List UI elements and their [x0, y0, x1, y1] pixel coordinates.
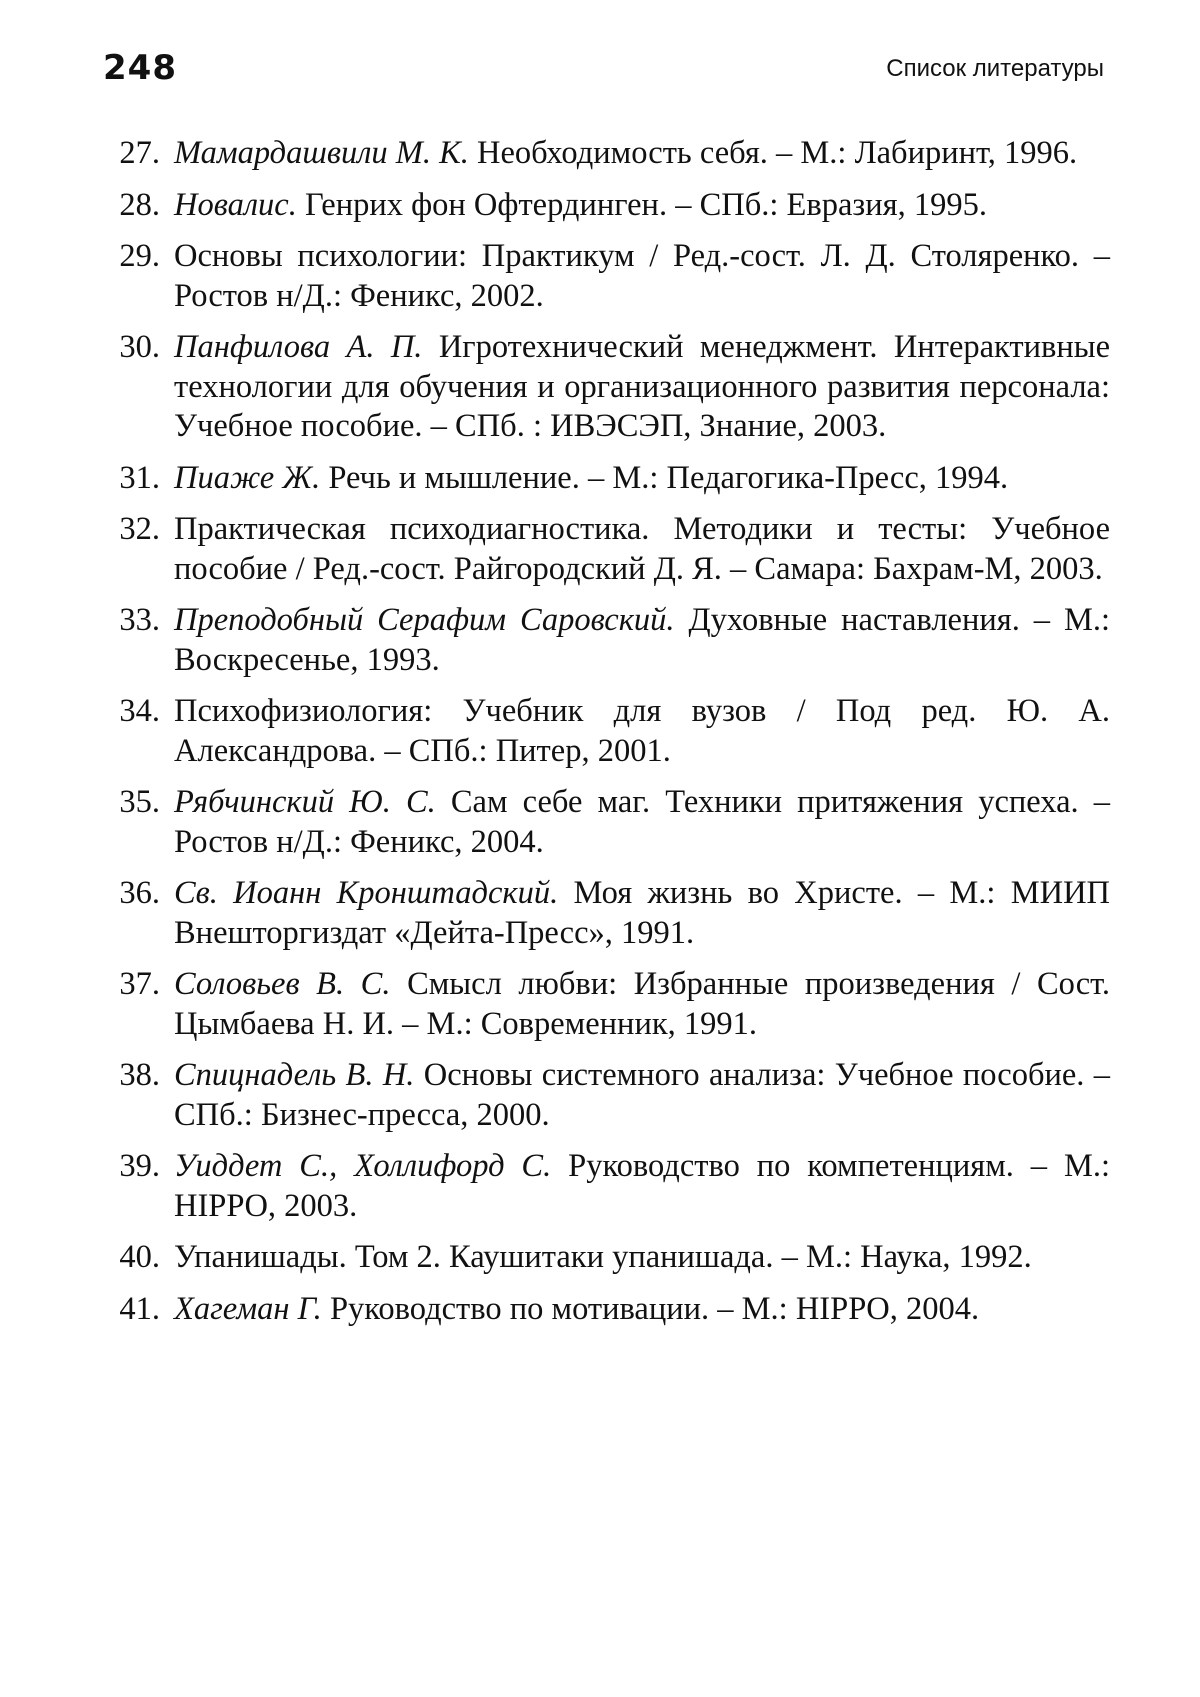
entry-text: Игротехнический менеджмент. Интерактивные технологии для обучения и организационного развития персонала: Учебное пособие. – СПб. : ИВЭСЭП, Знание, 2003.: [174, 329, 1110, 444]
bibliography-entry: [119, 1290, 1110, 1330]
entry-text: Смысл любви: Избранные произведения / Сост. Цымбаева Н. И. – М.: Современник, 1991.: [174, 966, 1110, 1042]
entry-number: 28.: [119, 186, 160, 223]
bibliography-entry: [119, 186, 1110, 226]
bibliography-entry: [119, 510, 1110, 589]
bibliography-entry: [119, 237, 1110, 316]
bibliography-entry: [119, 1056, 1111, 1135]
entry-text: Сам себе маг. Техники притяжения успеха. – Ростов н/Д.: Феникс, 2004.: [174, 784, 1110, 860]
entry-text: Духовные наставления. – М.: Воскресенье, 1993.: [174, 602, 1111, 678]
entry-text: Основы психологии: Практикум / Ред.-сост. Л. Д. Столяренко. – Ростов н/Д.: Феникс, 2002.: [174, 238, 1110, 314]
bibliography-entry: [119, 1147, 1111, 1226]
running-head: Список литературы: [886, 55, 1104, 82]
entry-text: Руководство по мотивации. – М.: HIPPO, 2004.: [329, 1290, 980, 1327]
page-number: 248: [103, 48, 177, 88]
entry-number: 41.: [119, 1290, 160, 1327]
entry-author: Соловьев В. С.: [174, 966, 391, 1002]
entry-number: 34.: [119, 693, 160, 729]
entry-text: Речь и мышление. – М.: Педагогика-Пресс, 1994.: [328, 459, 1009, 496]
entry-author: Пиаже Ж.: [174, 459, 321, 496]
bibliography-entry: [119, 459, 1110, 499]
bibliography-entry: [119, 692, 1110, 771]
entry-number: 27.: [119, 135, 160, 171]
entry-author: Уиддет С., Холлифорд С.: [174, 1148, 552, 1184]
entry-author: Мамардашвили М. К.: [174, 135, 469, 171]
entry-author: Панфилова А. П.: [174, 329, 423, 365]
entry-number: 33.: [119, 602, 160, 638]
entry-text: Практическая психодиагностика. Методики и тесты: Учебное пособие / Ред.-сост. Райгородский Д. Я. – Самара: Бахрам-М, 2003.: [174, 511, 1110, 587]
entry-text: Упанишады. Том 2. Каушитаки упанишада. – М.: Наука, 1992.: [174, 1239, 1032, 1275]
entry-author: Спицнадель В. Н.: [174, 1057, 415, 1093]
entry-text: Основы системного анализа: Учебное пособие. – СПб.: Бизнес-пресса, 2000.: [174, 1057, 1111, 1133]
entry-number: 36.: [119, 875, 160, 911]
entry-author: Хагеман Г.: [174, 1290, 322, 1327]
bibliography-entry: [119, 1238, 1110, 1278]
entry-text: Генрих фон Офтердинген. – СПб.: Евразия, 1995.: [304, 186, 987, 223]
entry-author: Новалис.: [174, 186, 297, 223]
bibliography-entry: [119, 783, 1110, 862]
entry-number: 29.: [119, 238, 160, 274]
entry-author: Преподобный Серафим Саровский.: [174, 602, 675, 638]
entry-author: Рябчинский Ю. С.: [174, 784, 436, 820]
bibliography-entry: [119, 134, 1110, 174]
bibliography-entry: [119, 328, 1110, 447]
entry-author: Св. Иоанн Кронштадский.: [174, 875, 559, 911]
entry-number: 39.: [119, 1148, 160, 1184]
entry-number: 38.: [119, 1057, 160, 1093]
bibliography-entry: [119, 601, 1111, 680]
entry-number: 37.: [119, 966, 160, 1002]
entry-text: Необходимость себя. – М.: Лабиринт, 1996.: [476, 135, 1078, 171]
entry-text: Психофизиология: Учебник для вузов / Под ред. Ю. А. Александрова. – СПб.: Питер, 2001.: [174, 693, 1110, 769]
bibliography-entry: [119, 874, 1111, 953]
entry-text: Моя жизнь во Христе. – М.: МИИП Внешторгиздат «Дейта-Пресс», 1991.: [174, 875, 1111, 951]
entry-number: 32.: [119, 511, 160, 547]
bibliography-entry: [119, 965, 1110, 1044]
entry-text: Руководство по компетенциям. – М.: HIPPO, 2003.: [174, 1148, 1111, 1224]
bibliography-list: [0, 134, 1200, 1341]
entry-number: 35.: [119, 784, 160, 820]
entry-number: 40.: [119, 1239, 160, 1275]
entry-number: 30.: [119, 329, 160, 365]
entry-number: 31.: [119, 459, 160, 496]
